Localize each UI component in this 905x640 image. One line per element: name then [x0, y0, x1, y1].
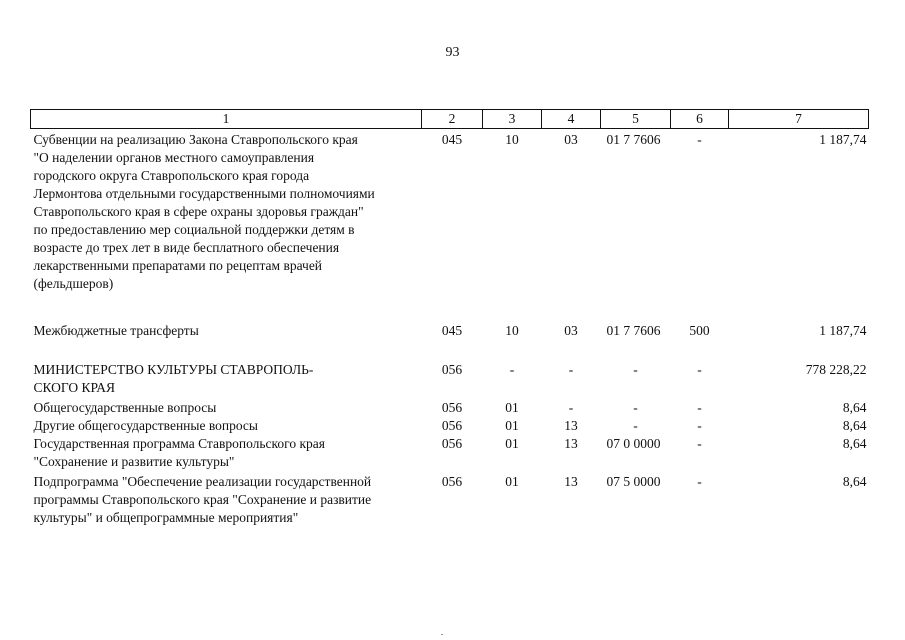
column-header-6: 6 — [671, 110, 729, 129]
row-code-cell: 045 — [441, 323, 463, 338]
table-row — [31, 435, 869, 471]
row-name-cell — [31, 340, 422, 397]
row-section-cell: 01 — [505, 400, 519, 415]
row-name-line: Лермонтова отдельными государственными полномочиями — [33, 186, 375, 201]
row-section-cell: 01 — [505, 436, 519, 451]
row-type-cell: - — [697, 436, 702, 451]
row-type-cell: - — [697, 474, 702, 489]
row-section-cell: 01 — [505, 418, 519, 433]
row-name-cell — [31, 435, 422, 471]
row-target-cell: - — [633, 362, 638, 377]
row-name-line: возрасте до трех лет в виде бесплатного обеспечения — [33, 240, 340, 255]
row-name-line: (фельдшеров) — [33, 276, 114, 291]
row-name-cell — [31, 129, 422, 294]
column-header-1: 1 — [31, 110, 422, 129]
column-header-5: 5 — [601, 110, 671, 129]
row-name-line: Общегосударственные вопросы — [33, 400, 217, 415]
row-section-cell: 01 — [505, 474, 519, 489]
row-name-line: культуры" и общепрограммные мероприятия" — [33, 510, 299, 525]
row-type-cell: - — [697, 400, 702, 415]
row-subsection-cell: 03 — [564, 323, 578, 338]
row-subsection-cell: - — [568, 400, 574, 415]
row-name-line: Межбюджетные трансферты — [33, 323, 199, 338]
row-name-line: городского округа Ставропольского края города — [33, 168, 310, 183]
row-name-line: "О наделении органов местного самоуправления — [33, 150, 315, 165]
row-target-cell: 07 5 0000 — [606, 474, 661, 489]
row-name-cell — [31, 293, 422, 340]
row-code-cell: 045 — [441, 132, 463, 147]
row-code-cell: 056 — [441, 362, 463, 377]
table-row — [31, 397, 869, 417]
table-row — [31, 340, 869, 397]
row-name-line: Государственная программа Ставропольского края — [33, 436, 325, 451]
row-subsection-cell: 13 — [564, 474, 578, 489]
row-subsection-cell: - — [568, 362, 574, 377]
row-name-cell — [31, 471, 422, 527]
row-type-cell: - — [697, 132, 702, 147]
column-number-header-row — [31, 110, 869, 129]
row-target-cell: 01 7 7606 — [606, 323, 661, 338]
row-name-line: СКОГО КРАЯ — [33, 380, 116, 395]
row-amount-cell: 8,64 — [842, 436, 867, 451]
row-name-line: программы Ставропольского края "Сохранение и развитие — [33, 492, 372, 507]
row-name-line: по предоставлению мер социальной поддержки детям в — [33, 222, 355, 237]
row-amount-cell: 1 187,74 — [819, 132, 867, 147]
row-target-cell: - — [633, 400, 638, 415]
row-name-line: Ставропольского края в сфере охраны здоровья граждан" — [33, 204, 364, 219]
column-header-4: 4 — [542, 110, 601, 129]
row-section-cell: 10 — [505, 323, 519, 338]
row-section-cell: 10 — [505, 132, 519, 147]
column-header-3: 3 — [483, 110, 542, 129]
row-type-cell: 500 — [689, 323, 710, 338]
row-target-cell: - — [633, 418, 638, 433]
row-target-cell: 01 7 7606 — [606, 132, 661, 147]
row-name-line: "Сохранение и развитие культуры" — [33, 454, 235, 469]
row-code-cell: 056 — [441, 474, 463, 489]
row-subsection-cell: 13 — [564, 418, 578, 433]
row-code-cell: 056 — [441, 418, 463, 433]
row-name-line: Подпрограмма "Обеспечение реализации государственной — [33, 474, 372, 489]
page-number: 93 — [445, 45, 460, 60]
row-subsection-cell: 13 — [564, 436, 578, 451]
row-type-cell: - — [697, 418, 702, 433]
row-section-cell: - — [509, 362, 515, 377]
table-row — [31, 129, 869, 294]
budget-table — [30, 109, 869, 527]
row-type-cell: - — [697, 362, 702, 377]
row-name-cell — [31, 397, 422, 417]
column-header-7: 7 — [729, 110, 869, 129]
row-amount-cell: 8,64 — [842, 474, 867, 489]
table-row — [31, 293, 869, 340]
row-target-cell: 07 0 0000 — [606, 436, 661, 451]
row-name-line: МИНИСТЕРСТВО КУЛЬТУРЫ СТАВРОПОЛЬ- — [33, 362, 314, 377]
row-name-cell — [31, 417, 422, 435]
table-row — [31, 471, 869, 527]
row-subsection-cell: 03 — [564, 132, 578, 147]
row-amount-cell: 778 228,22 — [805, 362, 867, 377]
row-name-line: Субвенции на реализацию Закона Ставропольского края — [33, 132, 358, 147]
row-amount-cell: 8,64 — [842, 400, 867, 415]
table-row — [31, 417, 869, 435]
row-amount-cell: 1 187,74 — [819, 323, 867, 338]
row-name-line: лекарственными препаратами по рецептам врачей — [33, 258, 323, 273]
column-header-2: 2 — [422, 110, 483, 129]
row-name-line: Другие общегосударственные вопросы — [33, 418, 258, 433]
row-amount-cell: 8,64 — [842, 418, 867, 433]
scan-artifact — [441, 634, 443, 635]
row-code-cell: 056 — [441, 436, 463, 451]
row-code-cell: 056 — [441, 400, 463, 415]
